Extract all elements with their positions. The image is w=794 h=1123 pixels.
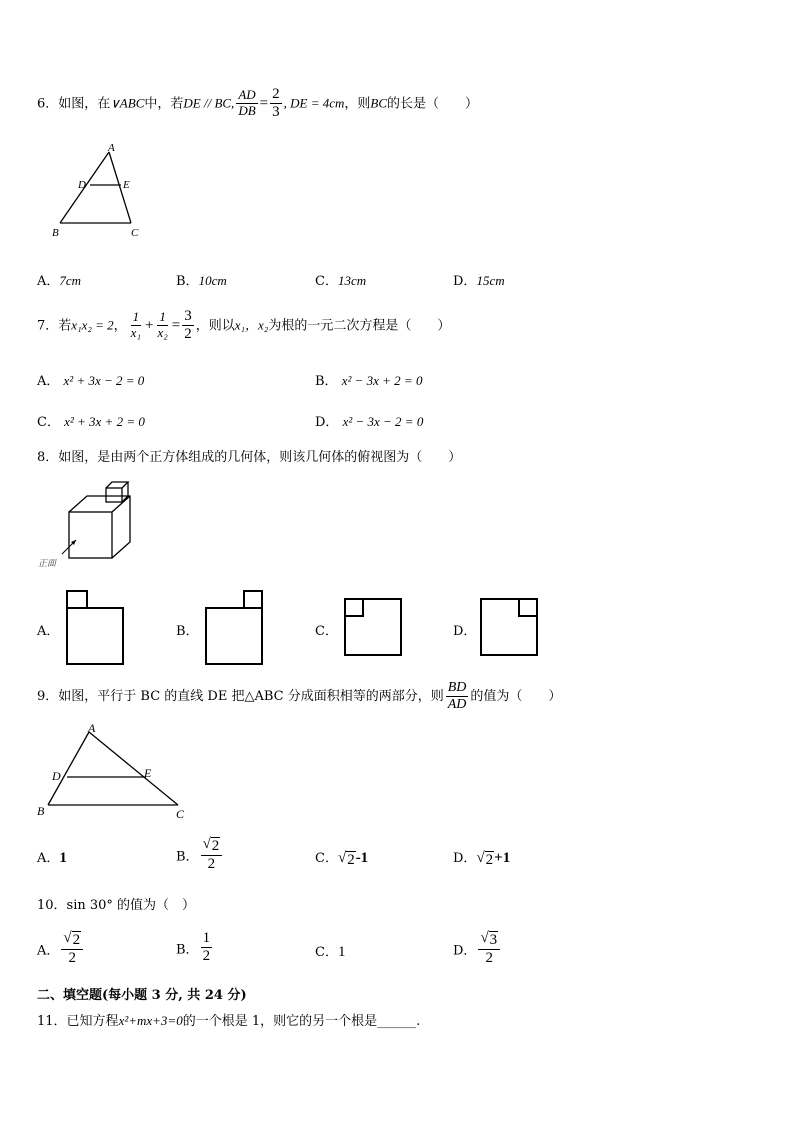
denominator: x₂ xyxy=(157,325,168,341)
option-value: 1 xyxy=(59,850,67,866)
numerator: 1 xyxy=(159,309,166,325)
fraction-1-x2 xyxy=(155,310,169,341)
question-11-stem xyxy=(37,1010,420,1029)
q10-option-b[interactable] xyxy=(176,930,214,966)
condition-de: , DE = 4cm xyxy=(283,95,345,111)
option-letter: C． xyxy=(315,851,338,866)
question-6-stem xyxy=(37,86,478,122)
option-letter: B． xyxy=(176,274,199,289)
q7-option-a[interactable] xyxy=(37,370,144,389)
fraction-2-3 xyxy=(270,86,282,122)
fraction-sqrt2-2 xyxy=(61,930,83,968)
option-tail: -1 xyxy=(355,850,369,866)
q9-option-c[interactable] xyxy=(315,847,368,869)
label-c: C xyxy=(131,227,139,239)
q6-option-a[interactable] xyxy=(37,270,81,289)
q8-option-d-figure[interactable] xyxy=(478,596,540,658)
option-letter: C． xyxy=(315,624,338,639)
text: ，则 xyxy=(344,96,371,112)
q6-option-b[interactable] xyxy=(176,270,227,289)
denominator: x₁ xyxy=(130,325,141,341)
option-letter: B． xyxy=(315,374,338,389)
condition-parallel: DE // BC, xyxy=(183,95,235,111)
question-9-stem xyxy=(37,680,561,713)
numerator xyxy=(61,930,83,950)
q8-option-a-figure[interactable] xyxy=(64,588,128,668)
front-label: 正面 xyxy=(38,559,57,569)
fraction-bd-ad xyxy=(446,680,469,713)
q7-option-b[interactable] xyxy=(315,370,422,389)
q8-option-c-figure[interactable] xyxy=(342,596,404,658)
option-letter: D． xyxy=(453,624,477,639)
equation: x²+mx+3=0 xyxy=(118,1013,183,1028)
numerator: 1 xyxy=(132,309,140,325)
option-letter: A． xyxy=(37,274,60,289)
denominator: AD xyxy=(447,697,467,713)
option-value: x² − 3x + 2 = 0 xyxy=(341,373,423,388)
option-letter: A． xyxy=(37,851,60,866)
q6-triangle-figure xyxy=(45,138,155,242)
question-number: 11． xyxy=(37,1014,67,1029)
segment-bc: BC xyxy=(370,95,388,111)
option-value: 13cm xyxy=(337,273,367,288)
q10-option-c[interactable] xyxy=(315,941,345,961)
triangle-abc: ∨ABC xyxy=(110,95,145,111)
q8-option-b-figure[interactable] xyxy=(203,588,267,668)
question-number: 8． xyxy=(37,450,59,465)
sqrt-2: √ 2 xyxy=(476,850,494,868)
option-letter: A． xyxy=(37,624,60,639)
option-value: 15cm xyxy=(476,273,505,288)
q9-triangle-figure xyxy=(32,720,192,824)
denominator: 2 xyxy=(184,326,192,343)
question-number: 7． xyxy=(37,318,59,334)
numerator: BD xyxy=(446,680,469,697)
text: 为根的一元二次方程是（ ） xyxy=(268,318,451,334)
option-letter: D． xyxy=(453,274,477,289)
option-letter: A． xyxy=(37,943,60,959)
option-letter: D． xyxy=(453,943,477,959)
denominator: 2 xyxy=(485,950,494,967)
label-a: A xyxy=(108,142,115,154)
q9-option-b[interactable] xyxy=(176,836,224,874)
label-a: A xyxy=(88,721,96,735)
option-tail: +1 xyxy=(494,850,511,866)
q8-option-a-label[interactable] xyxy=(37,620,59,639)
fraction-1-2 xyxy=(201,930,213,966)
q8-option-d-label[interactable] xyxy=(453,620,476,639)
option-letter: C． xyxy=(315,945,338,960)
option-letter: B． xyxy=(176,849,199,865)
text: 若 xyxy=(58,318,72,334)
numerator: 2 xyxy=(270,86,282,104)
q10-option-d[interactable] xyxy=(453,930,502,968)
label-e: E xyxy=(123,179,130,191)
option-letter: B． xyxy=(176,624,199,639)
numerator xyxy=(478,930,500,950)
option-value: x² + 3x − 2 = 0 xyxy=(63,373,145,388)
option-letter: A． xyxy=(37,374,60,389)
q6-option-c[interactable] xyxy=(315,270,366,289)
fraction-sqrt3-2 xyxy=(478,930,500,968)
text: 的长是（ ） xyxy=(387,96,479,112)
sqrt-2: √ 2 xyxy=(337,850,355,868)
q8-cubes-figure xyxy=(38,478,138,570)
equals: = xyxy=(171,317,181,334)
option-letter: C． xyxy=(37,415,60,430)
option-letter: D． xyxy=(315,415,339,430)
question-10-stem xyxy=(37,894,195,913)
roots: x₁，x₂ xyxy=(234,317,269,333)
question-number: 10． xyxy=(37,898,67,913)
equals: = xyxy=(259,95,269,112)
q9-option-a[interactable] xyxy=(37,847,67,867)
question-text: 如图，是由两个正方体组成的几何体，则该几何体的俯视图为（ ） xyxy=(58,450,462,465)
q7-option-d[interactable] xyxy=(315,411,423,430)
question-text: 如图，平行于 BC 的直线 DE 把△ABC 分成面积相等的两部分，则 xyxy=(58,689,444,705)
sqrt-symbol: √ 3 xyxy=(480,930,498,948)
label-b: B xyxy=(52,227,59,239)
radicand: 3 xyxy=(489,932,498,948)
text: ，则以 xyxy=(195,318,235,334)
option-letter: D． xyxy=(453,851,477,866)
denominator: 2 xyxy=(207,856,216,873)
text: 如图，在 xyxy=(58,96,111,112)
radicand: 2 xyxy=(72,932,81,948)
label-d: D xyxy=(78,179,86,191)
option-value: 7cm xyxy=(59,273,82,288)
question-8-stem xyxy=(37,446,461,465)
label-e: E xyxy=(144,766,152,780)
denominator: 3 xyxy=(272,104,280,121)
denominator: DB xyxy=(238,103,256,119)
q10-option-a[interactable] xyxy=(37,930,85,968)
q9-option-d[interactable] xyxy=(453,847,510,869)
label-d: D xyxy=(52,769,61,783)
radicand: 2 xyxy=(347,852,355,868)
sqrt-symbol: √ 2 xyxy=(63,930,81,948)
radicand: 2 xyxy=(211,838,220,854)
fraction-1-x1 xyxy=(129,310,143,341)
label-c: C xyxy=(176,807,185,821)
text: 中，若 xyxy=(144,96,184,112)
denominator: 2 xyxy=(202,948,211,965)
question-7-stem xyxy=(37,308,450,344)
numerator: AD xyxy=(238,87,256,103)
radicand: 2 xyxy=(485,852,494,868)
text: ， xyxy=(113,318,127,334)
numerator: 3 xyxy=(182,308,194,326)
text: 的值为（ ） xyxy=(470,689,562,705)
numerator: 1 xyxy=(201,930,213,948)
sqrt-symbol: √ 2 xyxy=(202,836,220,854)
option-value: 10cm xyxy=(198,273,227,288)
question-number: 9． xyxy=(37,689,59,705)
numerator xyxy=(201,836,223,856)
option-value: x² − 3x − 2 = 0 xyxy=(342,414,424,429)
option-value: 1 xyxy=(337,944,346,960)
section-2-title: 二、填空题(每小题 3 分, 共 24 分) xyxy=(37,988,247,1003)
option-value: x² + 3x + 2 = 0 xyxy=(64,414,145,429)
label-b: B xyxy=(37,804,45,818)
text: 的一个根是 1，则它的另一个根是______. xyxy=(182,1014,421,1029)
denominator: 2 xyxy=(68,950,76,967)
condition-product: x₁x₂ = 2 xyxy=(71,317,114,333)
fraction-3-2 xyxy=(182,308,194,344)
q8-option-b-label[interactable] xyxy=(176,620,199,639)
option-letter: B． xyxy=(176,942,199,958)
option-letter: C． xyxy=(315,274,338,289)
fraction-sqrt2-2 xyxy=(201,836,223,874)
question-text: sin 30° 的值为（ ） xyxy=(66,898,196,913)
q6-option-d[interactable] xyxy=(453,270,505,289)
text: 已知方程 xyxy=(66,1014,119,1029)
plus: + xyxy=(144,317,154,334)
q7-option-c[interactable] xyxy=(37,411,145,430)
q8-option-c-label[interactable] xyxy=(315,620,338,639)
fraction-ad-db xyxy=(236,88,257,119)
question-number: 6． xyxy=(37,96,59,112)
